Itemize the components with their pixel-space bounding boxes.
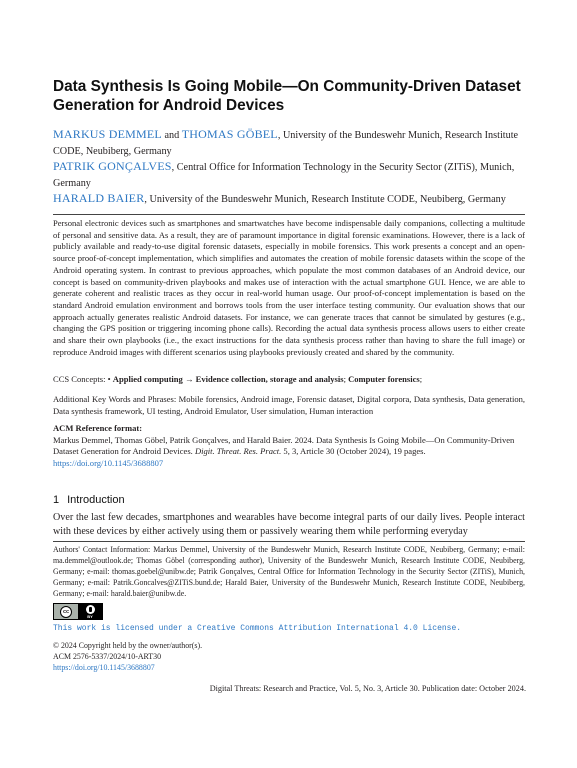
intro-paragraph: Over the last few decades, smartphones and wearables have become integral parts of our daily lives. People interact with these devices by either actively using them or passively wearing them while performing everyday: [53, 512, 525, 537]
ccs-concept: Evidence collection, storage and analysis: [195, 374, 344, 384]
author-name-goncalves[interactable]: PATRIK GONÇALVES: [53, 159, 172, 173]
author-name-demmel[interactable]: MARKUS DEMMEL: [53, 127, 162, 141]
ccs-concept: Computer forensics: [348, 374, 420, 384]
acm-reference-text: Markus Demmel, Thomas Göbel, Patrik Gonçalves, and Harald Baier. 2024. Data Synthesis Is Going Mobile—On Community-Driven Dataset Generation for Android Devices.: [53, 434, 515, 457]
ccs-end: ;: [419, 374, 423, 384]
author-contact-footnote: Authors' Contact Information: Markus Demmel, University of the Bundeswehr Munich, Research Institute CODE, Neubiberg, Germany; e-mail: ma.demmel@outlook.de; Thomas Göbel (corresponding author), University of the Bundeswehr Munich, Research Institute CODE, Neubiberg, Germany; e-mail: thomas.goebel@unibw.de; Patrik Gonçalves, Central Office for Information Technology in the Security Sector (ZITiS), Munich, Germany; e-mail: Patrik.Goncalves@ZITiS.bund.de; Harald Baier, University of the Bundeswehr Munich, Research Institute CODE, Neubiberg, Germany; e-mail: harald.baier@unibw.de.: [53, 545, 525, 599]
by-icon: [78, 604, 102, 619]
by-label: BY: [87, 613, 93, 619]
ccs-label: CCS Concepts:: [53, 374, 108, 384]
section-title: Introduction: [67, 494, 125, 506]
person-icon: [86, 605, 95, 614]
copyright-doi-link[interactable]: https://doi.org/10.1145/3688807: [53, 663, 155, 672]
acm-reference-journal: Digit. Threat. Res. Pract.: [194, 446, 282, 457]
author-entry: [53, 159, 531, 191]
cc-by-badge[interactable]: [53, 603, 103, 620]
doi-link[interactable]: https://doi.org/10.1145/3688807: [53, 458, 164, 469]
acm-reference: [53, 423, 525, 470]
ccs-arrow: →: [182, 374, 196, 384]
abstract-divider: [53, 214, 525, 215]
acm-reference-heading: ACM Reference format:: [53, 423, 143, 433]
author-affiliation: , Central Office for Information Technology in the Security Sector (ZITiS), Munich, Germany: [53, 162, 515, 189]
license-link[interactable]: This work is licensed under a Creative Commons Attribution International 4.0 License.: [53, 624, 462, 633]
ccs-concepts: [53, 374, 525, 386]
acm-reference-text: 5, 3, Article 30 (October 2024), 19 pages.: [281, 446, 426, 457]
copyright-block: [53, 640, 202, 673]
paper-title: Data Synthesis Is Going Mobile—On Community-Driven Dataset Generation for Android Devices: [53, 78, 521, 114]
keywords: Additional Key Words and Phrases: Mobile forensics, Android image, Forensic dataset, Digital corpora, Data synthesis, Data generation, Data synthesis framework, UI testing, Android Emulator, User simulation, Human interaction: [53, 394, 525, 416]
ccs-separator: ;: [343, 374, 349, 384]
author-affiliation: , University of the Bundeswehr Munich, Research Institute CODE, Neubiberg, Germany: [53, 130, 519, 157]
copyright-line: © 2024 Copyright held by the owner/author(s).: [53, 641, 203, 650]
acm-id-line: ACM 2576-5337/2024/10-ART30: [53, 652, 162, 661]
author-conjunction: and: [161, 130, 182, 141]
author-entry: [53, 191, 531, 208]
author-name-baier[interactable]: HARALD BAIER: [53, 191, 145, 205]
footnote-divider: [53, 541, 525, 542]
section-number: 1: [53, 494, 60, 506]
ccs-concept: Applied computing: [112, 374, 183, 384]
cc-logo-icon: cc: [60, 606, 72, 618]
abstract: Personal electronic devices such as smartphones and smartwatches have become indispensable daily companions, collecting a multitude of personal and sensitive data. As a result, they are of paramount importance in digital forensic examinations. However, there is a lack of publicly available and ready-to-use digital forensic datasets, especially in mobile forensics. This work presents a concept and an open-source proof-of-concept implementation, which simplifies and automates the creation of mobile forensic datasets within the scope of the Android operating system. In contrast to previous approaches, which populate the most common databases of an Android device, our concept is based on community-driven playbooks and makes use of interaction with the actual smartphone GUI. Hence, we are able to generate coherent and realistic traces as they occur in real-world human usage. Our proof-of-concept implementation is based on the standard Android emulation environment and borrows tools from the user interface testing community. Our evaluation shows that our approach actually generates realistic Android datasets. For instance, we can generate traces that cannot be simulated by gestures (e.g., changing the GPS position or triggering incoming phone calls). Recording the actual data synthesis process allows users to either create and share their own playbooks (i.e., the exact instructions for the data synthesis process rather than having to share the full image) or reproduce Android images with different scenarios using playbooks previously created and shared by the community.: [53, 218, 525, 357]
cc-icon: [54, 604, 78, 619]
author-affiliation: , University of the Bundeswehr Munich, Research Institute CODE, Neubiberg, Germany: [144, 194, 506, 205]
page-footer: Digital Threats: Research and Practice, Vol. 5, No. 3, Article 30. Publication date: October 2024.: [209, 684, 526, 693]
author-list: [53, 127, 531, 208]
author-name-goebel[interactable]: THOMAS GÖBEL: [181, 127, 278, 141]
section-heading: [53, 494, 125, 506]
ccs-bullet: •: [107, 374, 113, 384]
author-entry: [53, 127, 531, 159]
